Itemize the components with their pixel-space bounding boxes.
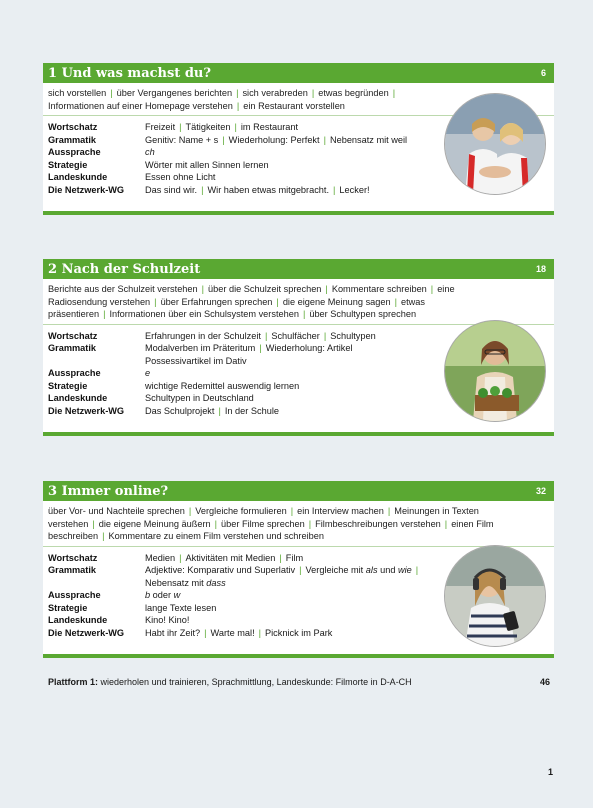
goal: sich vorstellen	[48, 88, 107, 98]
unit-goals: über Vor- und Nachteile sprechen | Vergleiche formulieren | ein Interview machen | Meinungen in Texten verstehen | die eigene Meinung äußern | über Filme sprechen | Filmbeschreibungen verstehen | einen Film beschreiben | Kommentare zu einem Film verstehen und schreiben	[48, 506, 494, 541]
photo-basketball-girls	[444, 93, 546, 195]
unit-page-number: 32	[535, 486, 546, 496]
row-label: Die Netzwerk-WG	[48, 184, 125, 195]
row-label: Strategie	[48, 159, 88, 170]
goal: sich verabreden	[242, 88, 308, 98]
unit-page-number: 6	[540, 68, 546, 78]
goal: über Vergangenes berichten	[116, 88, 233, 98]
goal: Informationen auf einer Homepage verstehen	[48, 100, 233, 111]
unit-title: 1 Und was machst du?	[48, 65, 211, 81]
platform-page-number: 46	[539, 677, 550, 687]
unit-title: 3 Immer online?	[48, 483, 169, 499]
unit-title: 2 Nach der Schulzeit	[48, 261, 201, 277]
platform-description: Plattform 1: wiederholen und trainieren, Sprachmittlung, Landeskunde: Filmorte in D-A-CH	[48, 677, 412, 687]
unit-header	[43, 63, 554, 83]
goal: ein Restaurant vorstellen	[243, 100, 345, 111]
unit-header	[43, 481, 554, 501]
platform-footer	[48, 677, 550, 687]
goal: etwas begründen	[318, 88, 389, 98]
photo-gardener-girl	[444, 320, 546, 422]
unit-details: Wortschatz Erfahrungen in der Schulzeit | Schulfächer | Schultypen Grammatik Modalverben im Präteritum | Wiederholung: Artikel Possessivartikel im Dativ Aussprache e Strategie wichtige Redemittel auswendig lernen Landeskunde Schultypen in Deutschland Die Netzwerk-WG Das Schulprojekt | In der Schule	[48, 330, 376, 416]
unit-goals: sich vorstellen | über Vergangenes berichten | sich verabreden | etwas begründen | Informationen auf einer Homepage verstehen | ein Restaurant vorstellen	[48, 88, 396, 111]
row-label: Wortschatz	[48, 122, 98, 132]
photo-girl-with-headphones	[444, 545, 546, 647]
row-label: Grammatik	[48, 134, 97, 145]
row-label: Aussprache	[48, 147, 101, 157]
unit-details: Wortschatz Freizeit | Tätigkeiten | im Restaurant Grammatik Genitiv: Name + s | Wiederholung: Perfekt | Nebensatz mit weil Aussprache ch Strategie Wörter mit allen Sinnen lernen Landeskunde Essen ohne Licht Die Netzwerk-WG Das sind wir. | Wir haben etwas mitgebracht. | Lecker!	[48, 122, 408, 195]
unit-page-number: 18	[535, 264, 546, 274]
page-number: 1	[548, 767, 554, 777]
unit-goals: Berichte aus der Schulzeit verstehen | über die Schulzeit sprechen | Kommentare schreiben | eine Radiosendung verstehen | über Erfahrungen sprechen | die eigene Meinung sagen | etwas präsentieren | Informationen über ein Schulsystem verstehen | über Schultypen sprechen	[48, 284, 455, 319]
row-label: Landeskunde	[48, 172, 108, 182]
unit-details: Wortschatz Medien | Aktivitäten mit Medien | Film Grammatik Adjektive: Komparativ und Superlativ | Vergleiche mit als und wie | Nebensatz mit dass Aussprache b oder w Strategie lange Texte lesen Landeskunde Kino! Kino! Die Netzwerk-WG Habt ihr Zeit? | Warte mal! | Picknick im Park	[48, 552, 419, 638]
unit-header	[43, 259, 554, 279]
